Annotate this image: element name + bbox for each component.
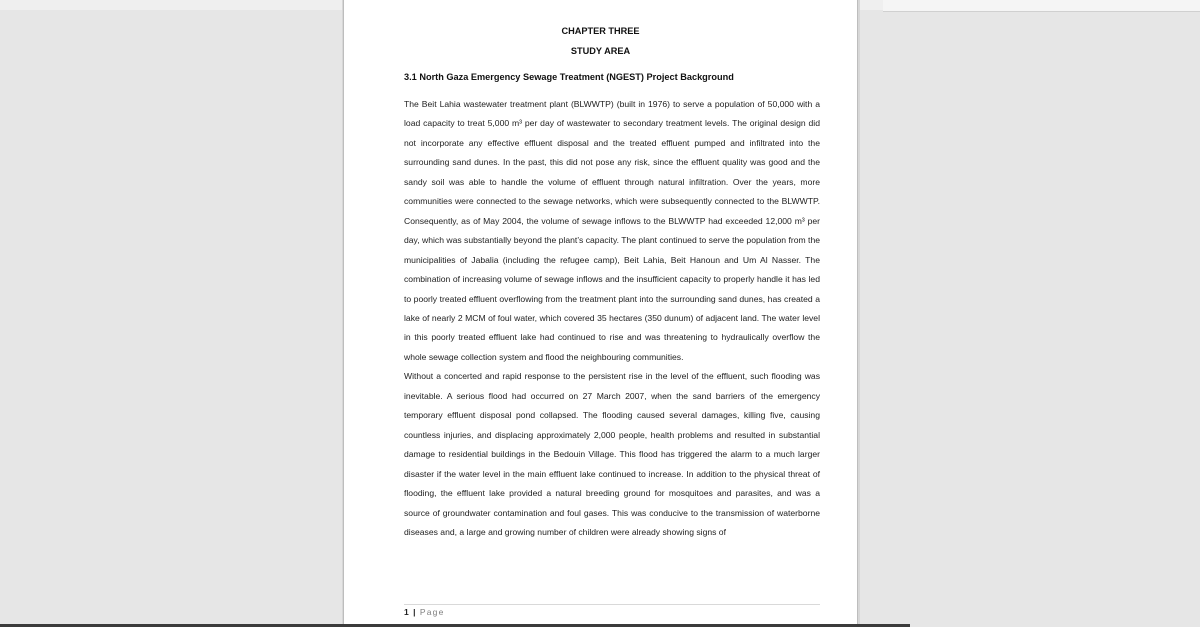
toolbar-edge — [883, 0, 1200, 12]
chapter-heading: CHAPTER THREE — [561, 26, 640, 36]
page-number: 1 — [404, 607, 409, 617]
footer-separator: | — [413, 607, 416, 617]
section-heading: 3.1 North Gaza Emergency Sewage Treatment (NGEST) Project Background — [404, 72, 734, 82]
document-page — [343, 0, 858, 627]
page-footer — [404, 607, 445, 617]
footer-rule — [404, 604, 820, 605]
body-text — [404, 95, 820, 542]
page-label: Page — [419, 607, 445, 617]
paragraph-1: The Beit Lahia wastewater treatment plant (BLWWTP) (built in 1976) to serve a population of 50,000 with a load capacity to treat 5,000 m³ per day of wastewater to secondary treatment levels. The original design did not incorporate any effective effluent disposal and the treated effluent pumped and infiltrated into the surrounding sand dunes. In the past, this did not pose any risk, since the effluent quality was good and the sandy soil was able to handle the volume of effluent through natural infiltration. Over the years, more communities were connected to the sewage networks, which were subsequently connected to the BLWWTP. Consequently, as of May 2004, the volume of sewage inflows to the BLWWTP had exceeded 12,000 m³ per day, which was substantially beyond the plant’s capacity. The plant continued to serve the population from the municipalities of Jabalia (including the refugee camp), Beit Lahia, Beit Hanoun and Um Al Nasser. The combination of increasing volume of sewage inflows and the insufficient capacity to properly handle it has led to poorly treated effluent overflowing from the treatment plant into the surrounding sand dunes, has created a lake of nearly 2 MCM of foul water, which covered 35 hectares (350 dunum) of adjacent land. The water level in this poorly treated effluent lake had continued to rise and was threatening to hydraulically overflow the whole sewage collection system and flood the neighbouring communities. — [404, 99, 820, 362]
paragraph-2: Without a concerted and rapid response to the persistent rise in the level of the effluent, such flooding was inevitable. A serious flood had occurred on 27 March 2007, when the sand barriers of the emergency temporary effluent disposal pond collapsed. The flooding caused several damages, killing five, causing countless injuries, and displacing approximately 2,000 people, health problems and resulted in substantial damage to residential buildings in the Bedouin Village. This flood has triggered the alarm to a much larger disaster if the water level in the main effluent lake continued to increase. In addition to the physical threat of flooding, the effluent lake provided a natural breeding ground for mosquitoes and parasites, and was a source of groundwater contamination and foul gases. This was conducive to the transmission of waterborne diseases and, a large and growing number of children were already showing signs of — [404, 371, 820, 537]
study-area-heading: STUDY AREA — [570, 46, 631, 56]
